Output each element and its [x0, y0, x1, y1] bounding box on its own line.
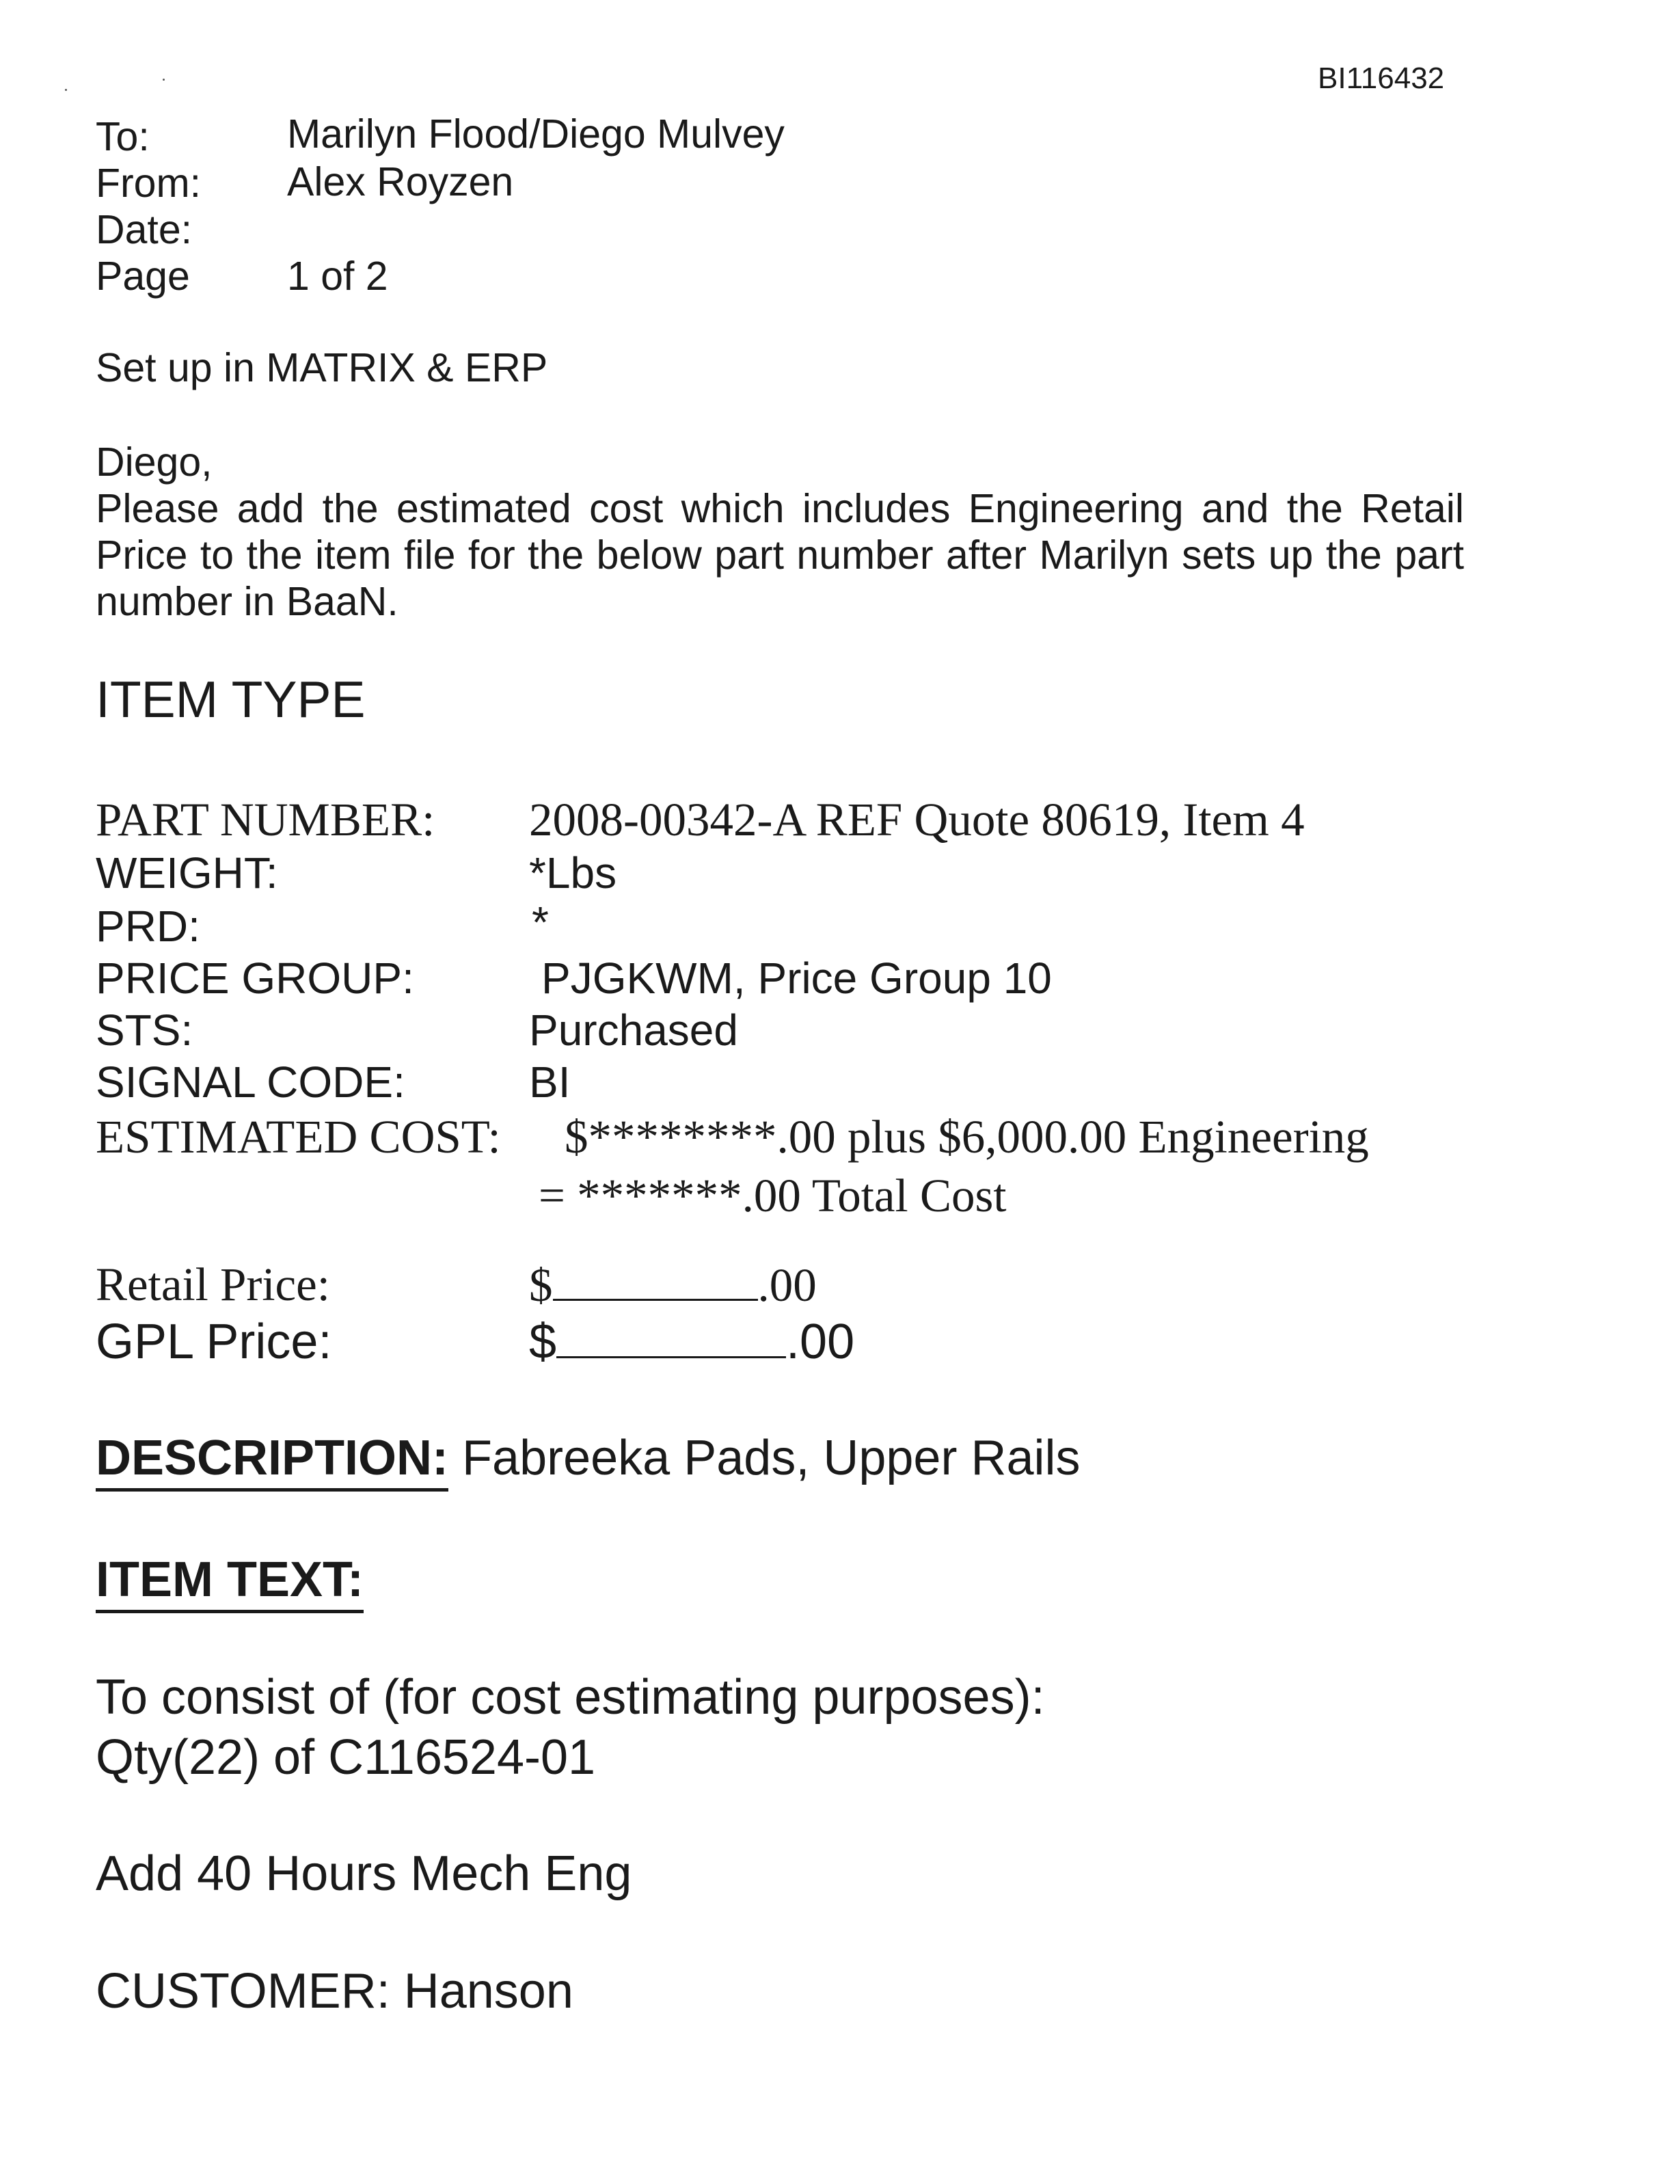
scan-speck [65, 89, 67, 91]
weight-value: *Lbs [529, 848, 617, 898]
item-text-line-1: To consist of (for cost estimating purposes): [96, 1670, 1045, 1725]
gpl-price-label: GPL Price: [96, 1315, 332, 1369]
to-value: Marilyn Flood/Diego Mulvey [287, 111, 785, 157]
signal-code-value: BI [529, 1057, 571, 1107]
gpl-currency: $ [529, 1315, 557, 1369]
gpl-price-blank [556, 1314, 786, 1358]
from-value: Alex Royzen [287, 159, 514, 204]
page-label: Page [96, 254, 190, 299]
retail-price-blank [553, 1258, 758, 1301]
price-group-label: PRICE GROUP: [96, 954, 414, 1003]
retail-suffix: .00 [757, 1259, 817, 1311]
estimated-cost-line-1: $********.00 plus $6,000.00 Engineering [565, 1111, 1369, 1163]
sts-label: STS: [96, 1006, 193, 1055]
weight-label: WEIGHT: [96, 848, 278, 898]
estimated-cost-line-2: = *******.00 Total Cost [539, 1170, 1007, 1222]
part-number-label: PART NUMBER: [96, 794, 435, 846]
description-value: Fabreeka Pads, Upper Rails [462, 1431, 1081, 1485]
prd-value: * [532, 898, 549, 947]
to-label: To: [96, 114, 150, 159]
description-line [96, 1430, 1080, 1486]
message-line-2: Price to the item file for the below part number after Marilyn sets up the part [96, 532, 1464, 578]
salutation: Diego, [96, 440, 213, 485]
price-group-value: PJGKWM, Price Group 10 [541, 954, 1052, 1003]
document-id: BI116432 [1318, 62, 1445, 95]
sts-value: Purchased [529, 1006, 738, 1055]
scan-speck [163, 79, 165, 81]
item-text-heading [96, 1552, 364, 1608]
part-number-value: 2008-00342-A REF Quote 80619, Item 4 [529, 794, 1305, 846]
date-label: Date: [96, 207, 193, 252]
customer-line: CUSTOMER: Hanson [96, 1964, 573, 2019]
retail-price-field [529, 1258, 817, 1312]
item-text-line-2: Qty(22) of C116524-01 [96, 1730, 596, 1785]
page-value: 1 of 2 [287, 254, 388, 299]
item-text-line-3: Add 40 Hours Mech Eng [96, 1846, 632, 1901]
gpl-price-field [529, 1314, 854, 1370]
signal-code-label: SIGNAL CODE: [96, 1057, 405, 1107]
setup-line: Set up in MATRIX & ERP [96, 345, 548, 390]
item-type-heading: ITEM TYPE [96, 671, 366, 728]
description-label: DESCRIPTION: [96, 1431, 448, 1492]
message-line-1: Please add the estimated cost which includes Engineering and the Retail [96, 486, 1464, 531]
message-line-3: number in BaaN. [96, 579, 398, 624]
gpl-suffix: .00 [786, 1315, 855, 1369]
estimated-cost-label: ESTIMATED COST: [96, 1111, 501, 1163]
item-text-label: ITEM TEXT: [96, 1552, 364, 1613]
prd-label: PRD: [96, 902, 200, 951]
retail-currency: $ [529, 1259, 553, 1311]
from-label: From: [96, 161, 202, 206]
retail-price-label: Retail Price: [96, 1258, 330, 1310]
